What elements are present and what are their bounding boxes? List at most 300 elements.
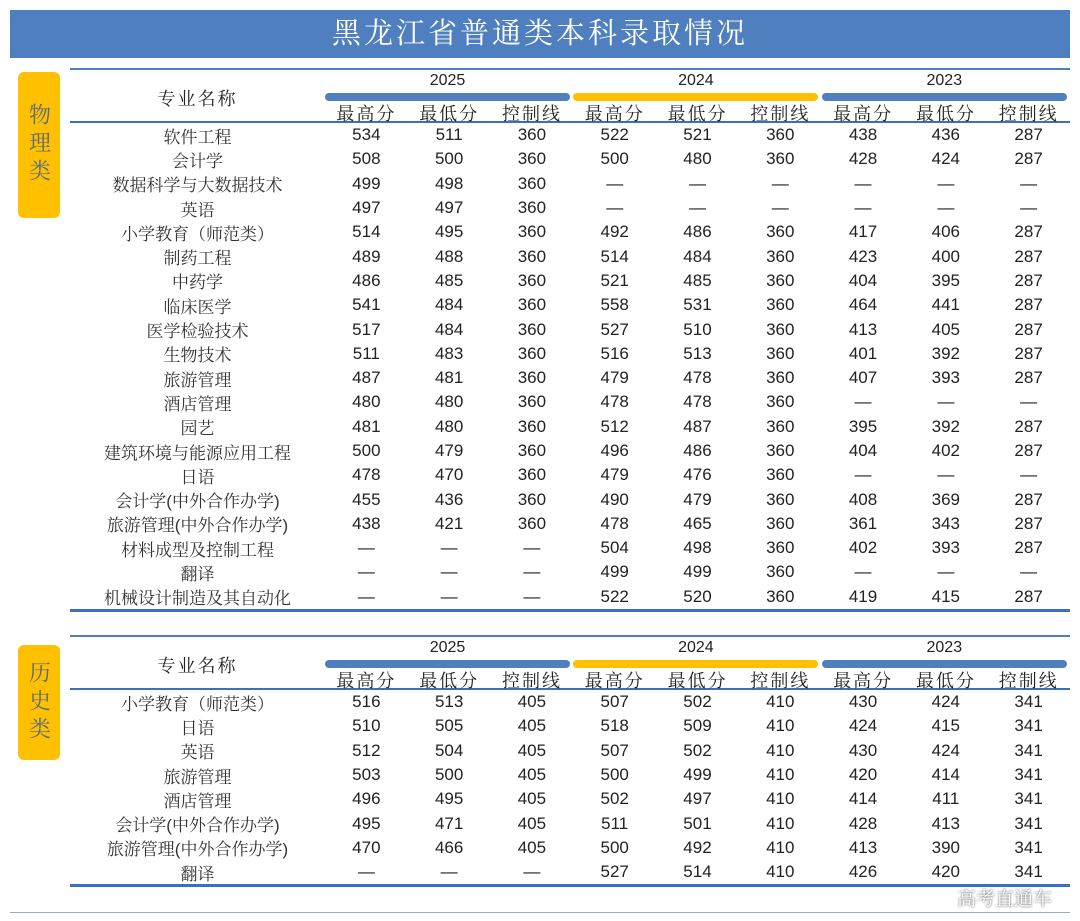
score-cell: — xyxy=(1020,173,1038,193)
score-cell: — xyxy=(937,173,955,193)
score-cell: 287 xyxy=(1014,513,1043,533)
score-cell: 558 xyxy=(600,295,629,315)
major-name: 旅游管理 xyxy=(163,370,232,390)
score-cell: 479 xyxy=(683,489,712,509)
score-cell: 341 xyxy=(1014,813,1043,833)
score-cell: 413 xyxy=(931,813,960,833)
score-cell: 395 xyxy=(931,270,960,290)
score-cell: 504 xyxy=(434,740,464,760)
score-cell: 426 xyxy=(848,862,878,882)
major-name: 建筑环境与能源应用工程 xyxy=(103,443,291,463)
score-cell: 489 xyxy=(352,246,381,266)
score-cell: 522 xyxy=(600,125,629,145)
score-cell: 360 xyxy=(517,198,547,218)
table-row xyxy=(70,390,1070,414)
table-row xyxy=(70,487,1070,511)
score-cell: 423 xyxy=(848,246,878,266)
major-name: 临床医学 xyxy=(163,297,232,317)
score-cell: 483 xyxy=(434,343,464,363)
sub-header: 最高分 xyxy=(833,671,894,691)
score-cell: 411 xyxy=(932,789,960,809)
table-row xyxy=(70,860,1070,884)
score-cell: 495 xyxy=(352,813,381,833)
score-cell: 478 xyxy=(600,513,629,533)
score-cell: 478 xyxy=(600,392,629,412)
score-cell: 466 xyxy=(434,837,464,857)
score-cell: 360 xyxy=(766,416,795,436)
score-cell: 502 xyxy=(683,740,712,760)
major-name: 中药学 xyxy=(171,273,223,293)
table-row xyxy=(70,811,1070,835)
table-bottom-line xyxy=(70,609,1070,612)
score-cell: 287 xyxy=(1014,246,1043,266)
score-cell: 500 xyxy=(600,765,629,785)
table-row xyxy=(70,512,1070,536)
score-cell: 417 xyxy=(848,222,878,242)
page-title: 黑龙江省普通类本科录取情况 xyxy=(10,10,1070,58)
score-cell: 414 xyxy=(848,789,878,809)
sub-header: 最高分 xyxy=(584,671,645,691)
score-cell: 497 xyxy=(434,198,464,218)
major-name: 英语 xyxy=(180,743,215,763)
sub-header: 最高分 xyxy=(584,104,645,124)
score-cell: 410 xyxy=(766,692,795,712)
score-cell: 287 xyxy=(1014,125,1043,145)
score-cell: 509 xyxy=(683,716,712,736)
score-cell: 480 xyxy=(352,392,381,412)
score-cell: 516 xyxy=(352,692,381,712)
score-cell: 500 xyxy=(434,149,464,169)
score-cell: 405 xyxy=(517,837,547,857)
score-cell: 360 xyxy=(517,416,547,436)
score-cell: 405 xyxy=(517,813,547,833)
score-cell: 360 xyxy=(517,173,547,193)
score-cell: 484 xyxy=(434,295,464,315)
major-name-header: 专业名称 xyxy=(157,89,238,109)
table-row xyxy=(70,172,1070,196)
score-cell: 410 xyxy=(766,862,795,882)
score-cell: — xyxy=(854,198,872,218)
score-cell: — xyxy=(523,862,541,882)
score-cell: 480 xyxy=(434,392,464,412)
sub-header: 控制线 xyxy=(998,671,1059,691)
score-cell: 360 xyxy=(517,489,547,509)
score-cell: 402 xyxy=(931,441,960,460)
score-cell: 438 xyxy=(848,125,878,145)
sub-header: 最低分 xyxy=(419,671,480,691)
score-cell: 424 xyxy=(931,692,960,712)
score-cell: — xyxy=(937,562,955,582)
score-cell: 478 xyxy=(683,392,712,412)
score-cell: 404 xyxy=(848,441,878,460)
score-cell: 390 xyxy=(931,837,960,857)
year-header: 2025 xyxy=(429,72,466,89)
score-cell: 480 xyxy=(683,149,712,169)
score-cell: 287 xyxy=(1014,538,1043,558)
score-cell: 360 xyxy=(766,513,795,533)
score-cell: 401 xyxy=(848,343,878,363)
sub-header: 最高分 xyxy=(833,104,894,124)
score-cell: — xyxy=(440,862,458,882)
major-name: 日语 xyxy=(180,467,215,487)
category-label: 历史类 xyxy=(18,645,60,760)
score-cell: 360 xyxy=(766,538,795,558)
score-cell: 405 xyxy=(931,319,960,339)
score-cell: — xyxy=(523,562,541,582)
score-cell: 360 xyxy=(766,149,795,169)
score-cell: 406 xyxy=(931,222,960,242)
score-cell: 413 xyxy=(848,319,878,339)
score-cell: 392 xyxy=(931,343,960,363)
sub-header: 最低分 xyxy=(419,104,480,124)
category-label: 物理类 xyxy=(18,72,60,218)
table-row xyxy=(70,560,1070,584)
score-cell: 464 xyxy=(848,295,878,315)
score-cell: 484 xyxy=(434,319,464,339)
major-name: 机械设计制造及其自动化 xyxy=(103,589,291,609)
major-name: 日语 xyxy=(180,718,215,738)
score-cell: 478 xyxy=(683,368,712,388)
table-row xyxy=(70,244,1070,268)
score-cell: 486 xyxy=(683,441,712,460)
score-cell: 479 xyxy=(600,465,629,485)
score-cell: 430 xyxy=(848,692,878,712)
score-cell: 490 xyxy=(600,489,629,509)
major-name: 旅游管理(中外合作办学) xyxy=(106,516,289,536)
table-row xyxy=(70,293,1070,317)
score-cell: 514 xyxy=(683,862,712,882)
score-cell: — xyxy=(357,586,375,606)
score-cell: 360 xyxy=(766,489,795,509)
score-cell: 405 xyxy=(517,765,547,785)
score-table xyxy=(70,635,1070,887)
score-cell: — xyxy=(688,173,706,193)
score-cell: 505 xyxy=(434,716,464,736)
score-cell: — xyxy=(937,198,955,218)
score-cell: 424 xyxy=(931,740,960,760)
score-cell: 360 xyxy=(517,319,547,339)
score-cell: 410 xyxy=(766,837,795,857)
score-cell: — xyxy=(357,862,375,882)
major-name: 生物技术 xyxy=(163,346,232,366)
year-header: 2023 xyxy=(926,639,963,656)
score-cell: 521 xyxy=(600,270,629,290)
sub-header: 控制线 xyxy=(501,104,562,124)
score-cell: 410 xyxy=(766,765,795,785)
score-cell: 360 xyxy=(517,246,547,266)
score-cell: 360 xyxy=(517,441,547,460)
sub-header: 最低分 xyxy=(667,671,728,691)
major-name-header: 专业名称 xyxy=(157,656,238,676)
score-cell: 287 xyxy=(1014,319,1043,339)
footer-divider xyxy=(10,912,1070,913)
table-row xyxy=(70,317,1070,341)
score-cell: 424 xyxy=(848,716,878,736)
table-header xyxy=(70,637,1070,690)
score-cell: 492 xyxy=(600,222,629,242)
score-cell: 541 xyxy=(352,295,381,315)
score-cell: — xyxy=(606,173,624,193)
major-name: 会计学(中外合作办学) xyxy=(115,492,280,512)
score-cell: 514 xyxy=(600,246,629,266)
table-row xyxy=(70,147,1070,171)
score-cell: 420 xyxy=(848,765,878,785)
score-cell: 360 xyxy=(517,368,547,388)
major-name: 会计学 xyxy=(171,151,223,171)
score-cell: 287 xyxy=(1014,222,1043,242)
score-cell: — xyxy=(357,538,375,558)
score-cell: 508 xyxy=(352,149,381,169)
score-cell: 360 xyxy=(517,513,547,533)
score-cell: 287 xyxy=(1014,441,1043,460)
score-cell: 407 xyxy=(848,368,878,388)
score-cell: 360 xyxy=(766,125,795,145)
score-cell: — xyxy=(440,562,458,582)
score-cell: 527 xyxy=(600,319,629,339)
score-cell: 402 xyxy=(848,538,878,558)
table-row xyxy=(70,220,1070,244)
score-cell: 413 xyxy=(848,837,878,857)
year-header: 2024 xyxy=(678,72,714,89)
major-name: 英语 xyxy=(180,200,215,220)
table-row xyxy=(70,269,1070,293)
score-cell: 360 xyxy=(766,562,795,582)
score-cell: 343 xyxy=(931,513,960,533)
score-cell: 478 xyxy=(352,465,381,485)
score-cell: 405 xyxy=(517,789,547,809)
score-cell: 518 xyxy=(600,716,629,736)
score-cell: 492 xyxy=(683,837,712,857)
score-cell: 455 xyxy=(352,489,381,509)
score-cell: 369 xyxy=(931,489,960,509)
score-cell: — xyxy=(854,465,872,485)
score-cell: 360 xyxy=(517,465,547,485)
score-cell: 287 xyxy=(1014,295,1043,315)
score-cell: 414 xyxy=(931,765,960,785)
major-name: 医学检验技术 xyxy=(146,322,249,342)
sub-header: 最高分 xyxy=(336,671,397,691)
score-cell: 360 xyxy=(517,222,547,242)
score-cell: 408 xyxy=(848,489,878,509)
score-cell: — xyxy=(440,538,458,558)
sub-header: 最高分 xyxy=(336,104,397,124)
score-cell: 480 xyxy=(434,416,464,436)
score-cell: 486 xyxy=(352,270,381,290)
score-cell: 470 xyxy=(434,465,464,485)
score-cell: 514 xyxy=(352,222,381,242)
table-row xyxy=(70,123,1070,147)
score-cell: 410 xyxy=(766,789,795,809)
score-cell: 510 xyxy=(352,716,381,736)
score-cell: 476 xyxy=(683,465,712,485)
score-cell: 500 xyxy=(434,765,464,785)
major-name: 旅游管理 xyxy=(163,767,232,787)
score-cell: 410 xyxy=(766,716,795,736)
score-cell: 500 xyxy=(352,441,381,460)
score-cell: — xyxy=(440,586,458,606)
score-cell: — xyxy=(854,173,872,193)
score-cell: 507 xyxy=(600,740,629,760)
score-cell: 360 xyxy=(517,125,547,145)
score-cell: 511 xyxy=(601,813,629,833)
major-name: 软件工程 xyxy=(163,127,232,147)
major-name: 小学教育（师范类） xyxy=(120,224,274,244)
major-name: 制药工程 xyxy=(163,249,232,269)
score-cell: 499 xyxy=(352,173,381,193)
table-row xyxy=(70,763,1070,787)
year-header: 2024 xyxy=(678,639,714,656)
score-cell: — xyxy=(1020,465,1038,485)
major-name: 会计学(中外合作办学) xyxy=(115,816,280,836)
score-cell: 341 xyxy=(1014,716,1043,736)
table-row xyxy=(70,690,1070,714)
score-cell: 415 xyxy=(931,716,960,736)
table-row xyxy=(70,585,1070,609)
score-cell: 438 xyxy=(352,513,381,533)
score-cell: 419 xyxy=(848,586,878,606)
score-cell: 436 xyxy=(434,489,464,509)
score-cell: 465 xyxy=(683,513,712,533)
score-cell: 511 xyxy=(352,343,380,363)
score-cell: — xyxy=(937,392,955,412)
table-row xyxy=(70,463,1070,487)
score-cell: 513 xyxy=(434,692,464,712)
score-cell: 512 xyxy=(352,740,381,760)
score-cell: — xyxy=(771,173,789,193)
sub-header: 控制线 xyxy=(750,671,811,691)
score-cell: 507 xyxy=(600,692,629,712)
score-cell: — xyxy=(854,392,872,412)
sub-header: 最低分 xyxy=(915,671,976,691)
major-name: 酒店管理 xyxy=(163,394,232,414)
score-cell: 393 xyxy=(931,538,960,558)
score-cell: 360 xyxy=(766,465,795,485)
major-name: 小学教育（师范类） xyxy=(120,694,274,714)
score-cell: — xyxy=(1020,392,1038,412)
score-cell: 415 xyxy=(931,586,960,606)
score-cell: 499 xyxy=(683,765,712,785)
score-cell: 470 xyxy=(352,837,381,857)
score-cell: 531 xyxy=(683,295,712,315)
score-cell: 496 xyxy=(352,789,381,809)
score-cell: 501 xyxy=(683,813,712,833)
score-cell: 502 xyxy=(683,692,712,712)
score-cell: 341 xyxy=(1014,765,1043,785)
score-cell: 360 xyxy=(517,392,547,412)
sub-header: 控制线 xyxy=(750,104,811,124)
watermark: 高考直通车 xyxy=(956,889,1052,910)
score-cell: 287 xyxy=(1014,270,1043,290)
table-row xyxy=(70,536,1070,560)
score-cell: 360 xyxy=(766,343,795,363)
table-row xyxy=(70,366,1070,390)
score-cell: 484 xyxy=(683,246,712,266)
score-cell: 360 xyxy=(517,149,547,169)
sub-header: 最低分 xyxy=(915,104,976,124)
score-cell: — xyxy=(771,198,789,218)
score-cell: — xyxy=(1020,562,1038,582)
score-cell: 479 xyxy=(600,368,629,388)
table-row xyxy=(70,196,1070,220)
score-cell: 360 xyxy=(517,343,547,363)
score-cell: — xyxy=(1020,198,1038,218)
score-cell: 495 xyxy=(434,222,464,242)
score-cell: 341 xyxy=(1014,789,1043,809)
score-cell: 511 xyxy=(435,125,463,145)
score-cell: 341 xyxy=(1014,740,1043,760)
score-cell: 486 xyxy=(683,222,712,242)
score-cell: 341 xyxy=(1014,862,1043,882)
score-cell: 428 xyxy=(848,149,878,169)
score-cell: 471 xyxy=(434,813,464,833)
score-cell: 534 xyxy=(352,125,381,145)
score-cell: 521 xyxy=(683,125,712,145)
score-cell: 512 xyxy=(600,416,629,436)
score-cell: 496 xyxy=(600,441,629,460)
score-cell: 520 xyxy=(683,586,712,606)
sub-header: 最低分 xyxy=(667,104,728,124)
score-cell: 360 xyxy=(766,392,795,412)
score-cell: 392 xyxy=(931,416,960,436)
major-name: 材料成型及控制工程 xyxy=(120,540,274,560)
major-name: 酒店管理 xyxy=(163,791,232,811)
score-cell: 360 xyxy=(766,270,795,290)
score-cell: 410 xyxy=(766,813,795,833)
score-cell: 428 xyxy=(848,813,878,833)
score-cell: 410 xyxy=(766,740,795,760)
score-cell: — xyxy=(523,586,541,606)
score-cell: — xyxy=(854,562,872,582)
score-cell: 487 xyxy=(683,416,712,436)
score-cell: 487 xyxy=(352,368,381,388)
score-cell: 360 xyxy=(766,368,795,388)
score-cell: 405 xyxy=(517,716,547,736)
score-cell: 360 xyxy=(766,441,795,460)
major-name: 园艺 xyxy=(180,419,215,439)
table-header xyxy=(70,70,1070,123)
year-header: 2023 xyxy=(926,72,963,89)
score-cell: 485 xyxy=(683,270,712,290)
score-cell: 360 xyxy=(517,270,547,290)
score-cell: 287 xyxy=(1014,368,1043,388)
score-cell: 502 xyxy=(600,789,629,809)
score-cell: 404 xyxy=(848,270,878,290)
score-cell: 361 xyxy=(848,513,878,533)
score-cell: 513 xyxy=(683,343,712,363)
score-cell: 436 xyxy=(931,125,960,145)
score-cell: 517 xyxy=(352,319,381,339)
score-cell: 500 xyxy=(600,837,629,857)
score-cell: 287 xyxy=(1014,343,1043,363)
score-cell: 405 xyxy=(517,740,547,760)
score-cell: 481 xyxy=(352,416,381,436)
table-row xyxy=(70,439,1070,463)
score-cell: 479 xyxy=(434,441,464,460)
score-cell: 287 xyxy=(1014,489,1043,509)
score-cell: 360 xyxy=(766,295,795,315)
score-cell: — xyxy=(357,562,375,582)
score-cell: 527 xyxy=(600,862,629,882)
table-row xyxy=(70,787,1070,811)
table-row xyxy=(70,415,1070,439)
major-name: 翻译 xyxy=(180,565,215,584)
score-cell: 497 xyxy=(683,789,712,809)
score-cell: 393 xyxy=(931,368,960,388)
score-cell: 360 xyxy=(766,246,795,266)
major-name: 数据科学与大数据技术 xyxy=(112,176,283,196)
sub-header: 控制线 xyxy=(998,104,1059,124)
score-cell: 498 xyxy=(683,538,712,558)
